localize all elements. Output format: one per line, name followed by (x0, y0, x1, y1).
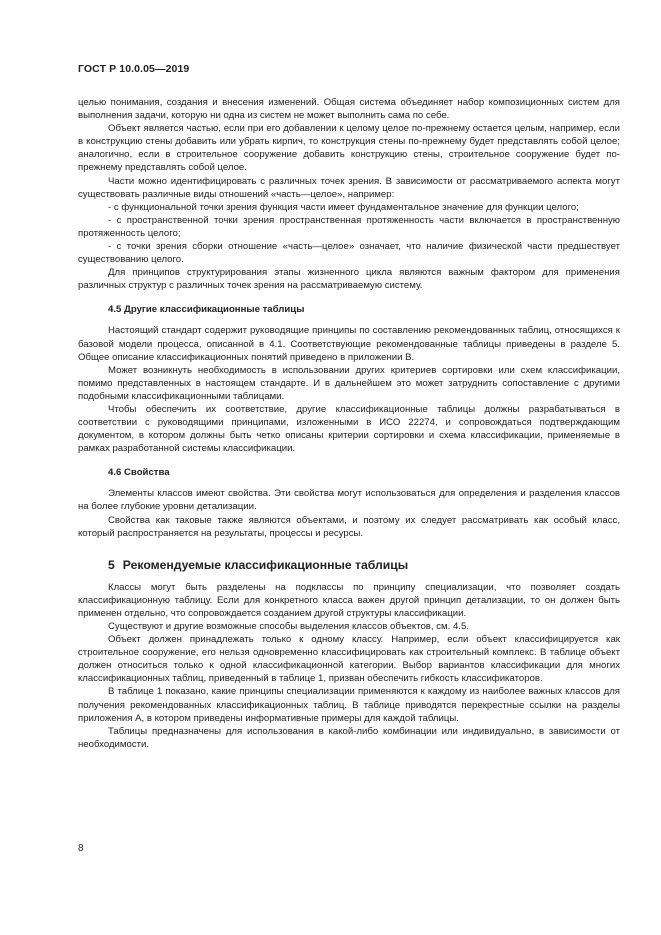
paragraph: Чтобы обеспечить их соответствие, другие классификационные таблицы должны разрабатываться в соответствии с руководящими принципами, изложенными в ИСО 22274, и сопровождаться подтверждающим документом, в котором должны быть четко описаны критерии сортировки и схема классификации, применяемые в рамках разработанной системы классификации. (78, 403, 620, 455)
section-heading-5 (78, 558, 620, 573)
page-number: 8 (78, 843, 84, 854)
paragraph: Таблицы предназначены для использования в какой-либо комбинации или индивидуально, в зависимости от необходимости. (78, 725, 620, 750)
paragraph: Настоящий стандарт содержит руководящие принципы по составлению рекомендованных таблиц, относящихся к базовой модели процесса, описанной в 4.1. Соответствующие рекомендованные таблицы приведены в разделе 5. Общее описание классификационных понятий приведено в приложении В. (78, 325, 620, 363)
paragraph: целью понимания, создания и внесения изменений. Общая система объединяет набор композиционных систем для выполнения задачи, которую ни одна из систем не может выполнить сама по себе. (78, 97, 620, 122)
section-number: 5 (108, 557, 115, 572)
paragraph: Существуют и другие возможные способы выделения классов объектов, см. 4.5. (108, 621, 469, 632)
paragraph: Может возникнуть необходимость в использовании других критериев сортировки или схем классификации, помимо представленных в настоящем стандарте. И в дальнейшем это может затруднить сопоставление с другими подобными классификационными таблицами. (78, 364, 620, 402)
paragraph: Свойства как таковые также являются объектами, и поэтому их следует рассматривать как особый класс, который распространяется на результаты, процессы и ресурсы. (78, 514, 620, 539)
document-body (78, 96, 620, 751)
list-item: - с пространственной точки зрения пространственная протяженность части включается в пространственную протяженность целого; (78, 214, 620, 239)
list-item: - с функциональной точки зрения функция части имеет фундаментальное значение для функции целого; (108, 201, 579, 213)
document-header: ГОСТ Р 10.0.05—2019 (78, 63, 190, 75)
list-item: - с точки зрения сборки отношение «часть—целое» означает, что наличие физической части предшествует существованию целого. (78, 241, 620, 266)
paragraph: Классы могут быть разделены на подклассы по принципу специализации, что позволяет создать классификационную таблицу. Если для конкретного класса важен другой принцип детализации, то он должен быть применен отдельно, что сопровождается созданием другой структуры классификации. (78, 581, 620, 619)
paragraph: Части можно идентифицировать с различных точек зрения. В зависимости от рассматриваемого аспекта могут существовать различные виды отношений «часть—целое», например: (78, 175, 620, 200)
paragraph: Объект является частью, если при его добавлении к целому целое по-прежнему остается целым, например, если в конструкцию стены добавить или убрать кирпич, то конструкция стены по-прежнему будет представлять собой целое; аналогично, если в строительное сооружение добавить конструкцию стены, строительное сооружение будет по-прежнему представлять собой целое. (78, 123, 620, 174)
paragraph: Элементы классов имеют свойства. Эти свойства могут использоваться для определения и разделения классов на более глубокие уровни детализации. (78, 488, 620, 513)
paragraph: В таблице 1 показано, какие принципы специализации применяются к каждому из наиболее важных классов для получения рекомендованных классификационных таблиц. В таблице приводятся перекрестные ссылки на разделы приложения А, в котором приведены информативные примеры для каждой таблицы. (78, 686, 620, 724)
subsection-heading-4-6: 4.6 Свойства (108, 467, 170, 479)
section-title: Рекомендуемые классификационные таблицы (122, 557, 409, 572)
paragraph: Объект должен принадлежать только к одному классу. Например, если объект классифицируется как строительное сооружение, его нельзя одновременно классифицировать как строительный комплекс. В таблице объект должен относиться только к одной классификационной категории. Выбор вариантов классификации для многих классификационных таблиц, приведенный в таблице 1, призван обеспечить гибкость классификаторов. (78, 634, 620, 685)
subsection-heading-4-5: 4.5 Другие классификационные таблицы (108, 304, 305, 316)
paragraph: Для принципов структурирования этапы жизненного цикла являются важным фактором для применения различных структур с различных точек зрения на рассматриваемую систему. (78, 267, 620, 292)
